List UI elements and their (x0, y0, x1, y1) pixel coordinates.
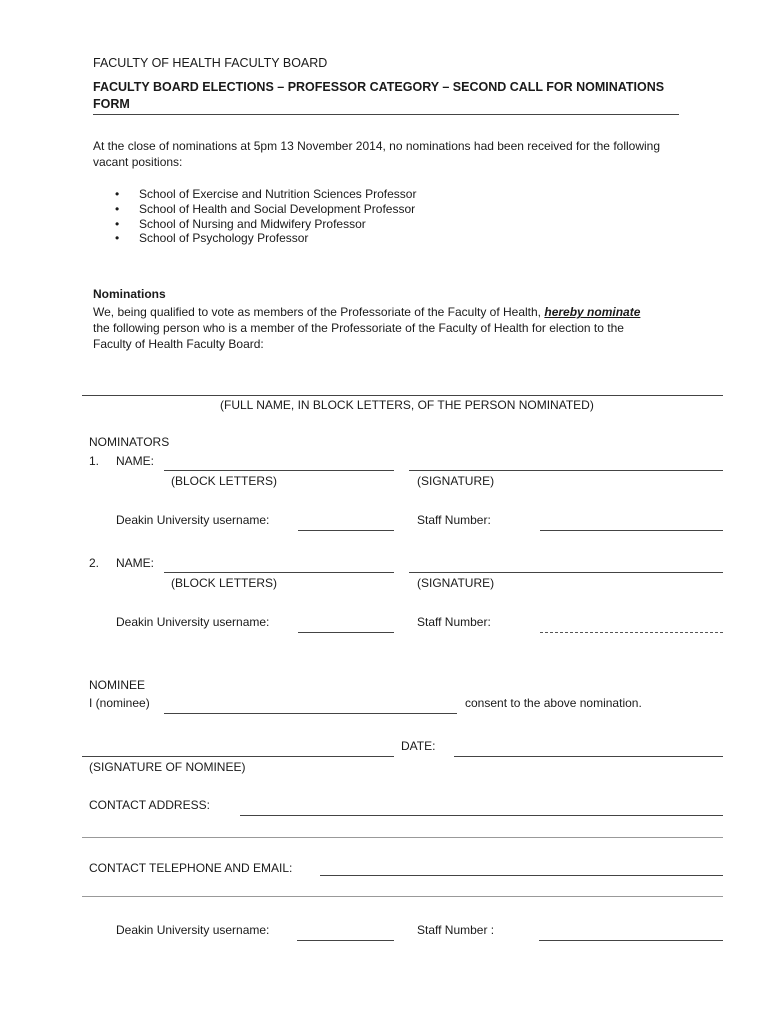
nominator-1-number: 1. (89, 454, 100, 468)
nominator-2-name-field[interactable] (164, 572, 394, 573)
position-item: • School of Exercise and Nutrition Sciences Professor (93, 187, 593, 202)
contact-address-label: CONTACT ADDRESS: (89, 798, 210, 812)
position-item: • School of Health and Social Development Professor (93, 202, 593, 217)
nominator-1-staff-label: Staff Number: (417, 513, 491, 527)
nominator-2-block-caption: (BLOCK LETTERS) (171, 576, 278, 590)
nominator-2-staff-field[interactable] (540, 632, 723, 633)
date-field[interactable] (454, 756, 723, 757)
faculty-board-heading: FACULTY OF HEALTH FACULTY BOARD (93, 56, 328, 70)
intro-text: At the close of nominations at 5pm 13 November 2014, no nominations had been received for the following vacant positions: (93, 139, 661, 169)
nominations-text-part1: We, being qualified to vote as members of the Professoriate of the Faculty of Health, (93, 305, 545, 319)
date-label: DATE: (401, 739, 436, 753)
nominee-signature-field[interactable] (82, 756, 394, 757)
nominee-consent-text: consent to the above nomination. (465, 696, 642, 710)
nominations-text (93, 304, 653, 352)
nominee-signature-caption: (SIGNATURE OF NOMINEE) (89, 760, 246, 774)
nominee-prefix: I (nominee) (89, 696, 150, 710)
nominator-2-sig-caption: (SIGNATURE) (417, 576, 495, 590)
contact-address-field-1[interactable] (240, 815, 723, 816)
contact-phone-email-label: CONTACT TELEPHONE AND EMAIL: (89, 861, 293, 875)
nominator-2-staff-label: Staff Number: (417, 615, 491, 629)
nominator-2-signature-field[interactable] (409, 572, 723, 573)
full-name-caption: (FULL NAME, IN BLOCK LETTERS, OF THE PERSON NOMINATED) (220, 398, 594, 412)
nominations-heading: Nominations (93, 287, 166, 301)
nominee-staff-label: Staff Number : (417, 923, 495, 937)
nominee-heading: NOMINEE (89, 678, 146, 692)
nominator-1-name-field[interactable] (164, 470, 394, 471)
nominator-2-username-field[interactable] (298, 632, 394, 633)
nominator-1-username-label: Deakin University username: (116, 513, 270, 527)
nominator-1-username-field[interactable] (298, 530, 394, 531)
nominator-1-signature-field[interactable] (409, 470, 723, 471)
nominator-1-block-caption: (BLOCK LETTERS) (171, 474, 278, 488)
nominee-username-field[interactable] (297, 940, 394, 941)
position-item: • School of Psychology Professor (93, 231, 593, 246)
nominator-2-username-label: Deakin University username: (116, 615, 270, 629)
nominators-heading: NOMINATORS (89, 435, 170, 449)
nominator-1-staff-field[interactable] (540, 530, 723, 531)
position-item: • School of Nursing and Midwifery Professor (93, 217, 593, 232)
hereby-nominate-emphasis: hereby nominate (544, 305, 641, 319)
nominator-2-number: 2. (89, 556, 100, 570)
nominations-text-part2: the following person who is a member of the Professoriate of the Faculty of Health for election to the Faculty of Health Faculty Board: (93, 321, 624, 351)
form-title: FACULTY BOARD ELECTIONS – PROFESSOR CATEGORY – SECOND CALL FOR NOMINATIONS FORM (93, 80, 665, 111)
title-underline (93, 114, 679, 115)
nominee-name-field[interactable] (164, 713, 457, 714)
full-name-field[interactable] (82, 395, 723, 396)
nominator-1-sig-caption: (SIGNATURE) (417, 474, 495, 488)
nominee-username-label: Deakin University username: (116, 923, 270, 937)
nominator-1-name-label: NAME: (116, 454, 155, 468)
contact-phone-email-field[interactable] (320, 875, 723, 876)
vacant-positions-list (93, 187, 593, 246)
contact-phone-email-field-2[interactable] (82, 896, 723, 897)
contact-address-field-2[interactable] (82, 837, 723, 838)
nominee-staff-field[interactable] (539, 940, 723, 941)
nominator-2-name-label: NAME: (116, 556, 155, 570)
